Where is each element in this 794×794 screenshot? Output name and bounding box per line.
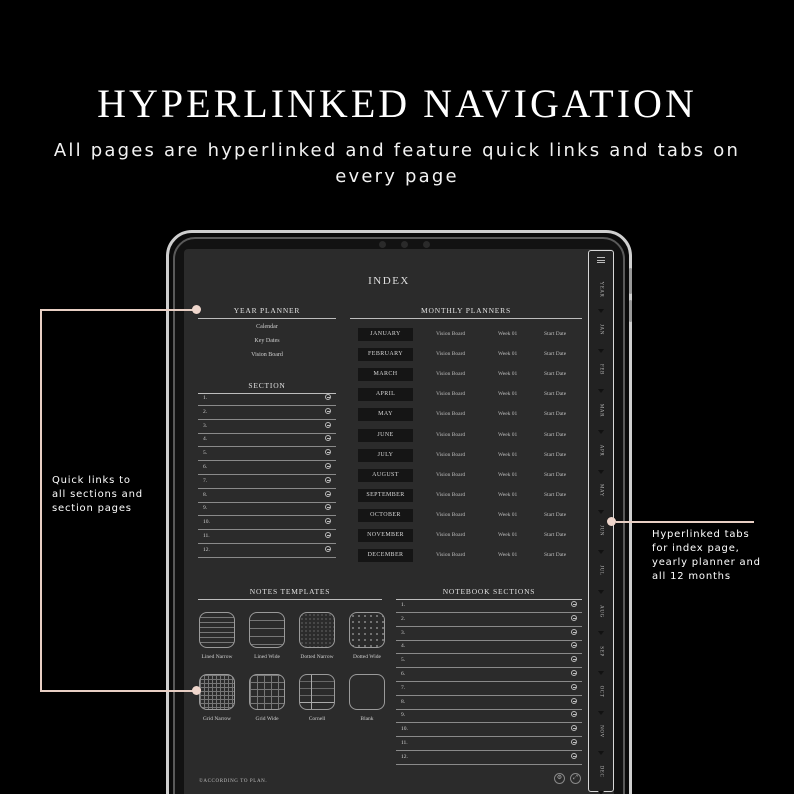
tab-label: JUL [598, 565, 604, 577]
tab-aug[interactable] [591, 595, 611, 633]
tab-jan[interactable] [591, 313, 611, 351]
week-link[interactable]: Week 01 [498, 451, 518, 458]
circle-minus-icon[interactable] [325, 394, 331, 400]
right-callout-line [616, 521, 754, 523]
section-heading: SECTION [198, 381, 336, 394]
section-row-number: 3. [203, 422, 208, 429]
notebook-section-row-number: 5. [401, 657, 406, 664]
tablet-side-button [629, 268, 632, 294]
week-link[interactable]: Week 01 [498, 431, 518, 438]
notebook-section-row[interactable] [396, 709, 582, 723]
tab-may[interactable] [591, 474, 611, 512]
month-button[interactable]: JULY [358, 449, 413, 462]
tab-year[interactable] [591, 273, 611, 311]
settings-icon[interactable]: ⚙ [554, 773, 565, 784]
month-row [358, 368, 582, 381]
circle-minus-icon[interactable] [571, 753, 577, 759]
template-label[interactable]: Lined Wide [254, 654, 280, 660]
notebook-section-row-number: 12. [401, 753, 408, 760]
template-thumbnail[interactable] [199, 674, 235, 710]
tab-label: MAY [598, 483, 604, 497]
start-date-link[interactable]: Start Date [544, 331, 567, 337]
start-date-link[interactable]: Start Date [544, 431, 567, 438]
week-link[interactable]: Week 01 [498, 391, 518, 398]
week-link[interactable]: Week 01 [498, 331, 518, 337]
template-thumbnail[interactable] [349, 674, 385, 710]
menu-icon[interactable] [597, 257, 605, 263]
tab-feb[interactable] [591, 353, 611, 391]
tab-label: YEAR [598, 281, 604, 298]
notebook-section-row[interactable] [396, 751, 582, 765]
section-row[interactable] [198, 420, 336, 434]
tab-jul[interactable] [591, 554, 611, 592]
vision-board-link[interactable]: Vision Board [436, 451, 466, 458]
month-row [358, 469, 582, 482]
vision-board-link[interactable]: Vision Board [436, 331, 466, 337]
month-button[interactable]: JANUARY [358, 328, 413, 341]
tab-label: SEP [598, 646, 604, 657]
circle-minus-icon[interactable] [571, 711, 577, 717]
left-callout-line [40, 309, 196, 311]
section-row[interactable] [198, 502, 336, 516]
right-callout-dot [607, 517, 616, 526]
year-planner-link[interactable]: Calendar [256, 324, 278, 330]
circle-minus-icon[interactable] [325, 449, 331, 455]
notebook-section-row[interactable] [396, 599, 582, 613]
start-date-link[interactable]: Start Date [544, 471, 567, 478]
template-label[interactable]: Cornell [308, 716, 326, 722]
notebook-section-row[interactable] [396, 613, 582, 627]
template-label[interactable]: Grid Wide [255, 716, 279, 722]
section-row-number: 7. [203, 477, 208, 484]
circle-minus-icon[interactable] [325, 463, 331, 469]
template-label[interactable]: Grid Narrow [202, 716, 232, 722]
year-planner-link[interactable]: Key Dates [254, 338, 280, 344]
start-date-link[interactable]: Start Date [544, 511, 567, 518]
section-row-number: 9. [203, 505, 208, 512]
notebook-section-row[interactable] [396, 668, 582, 682]
section-row[interactable] [198, 392, 336, 406]
notebook-section-row-number: 10. [401, 726, 408, 733]
left-callout-dot-bottom [192, 686, 201, 695]
tab-label: FEB [598, 364, 604, 376]
monthly-planners-heading: MONTHLY PLANNERS [350, 306, 582, 319]
year-planner-link[interactable]: Vision Board [251, 352, 283, 358]
month-row [358, 549, 582, 562]
week-link[interactable]: Week 01 [498, 491, 518, 498]
vision-board-link[interactable]: Vision Board [436, 351, 466, 358]
month-row [358, 408, 582, 421]
template-thumbnail[interactable] [349, 612, 385, 648]
section-row[interactable] [198, 475, 336, 489]
headline: HYPERLINKED NAVIGATION [97, 81, 697, 126]
section-row-number: 4. [203, 436, 208, 443]
notebook-section-row[interactable] [396, 654, 582, 668]
notebook-section-row[interactable] [396, 723, 582, 737]
start-date-link[interactable]: Start Date [544, 491, 567, 498]
section-row[interactable] [198, 530, 336, 544]
section-row[interactable] [198, 489, 336, 503]
notebook-section-row-number: 7. [401, 684, 406, 691]
camera-bar [365, 238, 445, 248]
month-row [358, 509, 582, 522]
notebook-section-row-number: 9. [401, 712, 406, 719]
left-callout-line [40, 690, 196, 692]
week-link[interactable]: Week 01 [498, 532, 518, 538]
notebook-sections-heading: NOTEBOOK SECTIONS [396, 587, 582, 600]
week-link[interactable]: Week 01 [498, 351, 518, 358]
month-button[interactable]: DECEMBER [358, 549, 413, 562]
section-row-number: 8. [203, 491, 208, 498]
subheadline: All pages are hyperlinked and feature quick links and tabs on every page [53, 140, 741, 187]
circle-minus-icon[interactable] [571, 615, 577, 621]
tab-label: APR [598, 444, 604, 457]
start-date-link[interactable]: Start Date [544, 411, 567, 418]
notebook-section-row[interactable] [396, 627, 582, 641]
circle-minus-icon[interactable] [325, 532, 331, 538]
week-link[interactable]: Week 01 [498, 511, 518, 518]
section-row[interactable] [198, 447, 336, 461]
month-button[interactable]: JUNE [358, 429, 413, 442]
month-row [358, 328, 582, 341]
month-button[interactable]: OCTOBER [358, 509, 413, 522]
tab-apr[interactable] [591, 434, 611, 472]
circle-minus-icon[interactable] [571, 670, 577, 676]
vision-board-link[interactable]: Vision Board [436, 371, 466, 378]
section-row-number: 6. [203, 464, 208, 470]
circle-minus-icon[interactable] [571, 642, 577, 648]
section-row[interactable] [198, 433, 336, 447]
tab-label: JUN [598, 525, 604, 537]
notes-templates-heading: NOTES TEMPLATES [198, 587, 382, 600]
month-button[interactable]: MAY [358, 408, 413, 421]
year-planner-heading[interactable]: YEAR PLANNER [198, 306, 336, 319]
index-title[interactable]: INDEX [368, 275, 410, 287]
week-link[interactable]: Week 01 [498, 471, 518, 478]
week-link[interactable]: Week 01 [498, 371, 518, 378]
start-date-link[interactable]: Start Date [544, 371, 567, 378]
month-button[interactable]: MARCH [358, 368, 413, 381]
template-label[interactable]: Blank [360, 716, 374, 722]
month-button[interactable]: AUGUST [358, 469, 413, 482]
left-callout-text: Quick links to all sections and section pages [52, 475, 143, 514]
circle-minus-icon[interactable] [571, 601, 577, 607]
tab-label: JAN [598, 324, 604, 336]
week-link[interactable]: Week 01 [498, 411, 518, 418]
footer-copyright: ©ACCORDING TO PLAN. [199, 779, 268, 784]
notebook-section-row[interactable] [396, 696, 582, 710]
month-button[interactable]: APRIL [358, 388, 413, 401]
template-label[interactable]: Dotted Wide [353, 654, 381, 660]
vision-board-link[interactable]: Vision Board [436, 471, 466, 478]
circle-minus-icon[interactable] [571, 656, 577, 662]
vision-board-link[interactable]: Vision Board [436, 491, 466, 498]
expand-icon[interactable]: ⤢ [570, 773, 581, 784]
month-row [358, 429, 582, 442]
tablet-side-button [629, 300, 632, 322]
notebook-section-row-number: 8. [401, 698, 406, 705]
template-thumbnail[interactable] [249, 674, 285, 710]
month-row [358, 529, 582, 542]
circle-minus-icon[interactable] [325, 477, 331, 483]
notebook-section-row-number: 11. [401, 740, 408, 746]
start-date-link[interactable]: Start Date [544, 451, 567, 458]
vision-board-link[interactable]: Vision Board [436, 391, 466, 398]
vision-board-link[interactable]: Vision Board [436, 511, 466, 518]
start-date-link[interactable]: Start Date [544, 351, 567, 358]
tab-mar[interactable] [591, 394, 611, 432]
section-row-number: 11. [203, 533, 210, 539]
circle-minus-icon[interactable] [325, 422, 331, 428]
section-row-number: 12. [203, 546, 210, 553]
week-link[interactable]: Week 01 [498, 552, 518, 559]
tab-oct[interactable] [591, 675, 611, 713]
month-row [358, 449, 582, 462]
template-thumbnail[interactable] [299, 674, 335, 710]
notebook-section-row-number: 1. [401, 602, 406, 608]
template-label[interactable]: Lined Narrow [201, 654, 233, 660]
vision-board-link[interactable]: Vision Board [436, 532, 466, 538]
tab-label: DEC [598, 765, 604, 778]
vision-board-link[interactable]: Vision Board [436, 431, 466, 438]
tab-label: NOV [598, 725, 604, 738]
month-row [358, 388, 582, 401]
month-row [358, 489, 582, 502]
month-button[interactable]: NOVEMBER [358, 529, 413, 542]
right-callout-text: Hyperlinked tabs for index page, yearly planner and all 12 months [652, 529, 761, 582]
notebook-section-row-number: 6. [401, 671, 406, 677]
month-button[interactable]: FEBRUARY [358, 348, 413, 361]
section-row[interactable] [198, 461, 336, 475]
month-button[interactable]: SEPTEMBER [358, 489, 413, 502]
circle-minus-icon[interactable] [325, 546, 331, 552]
template-label[interactable]: Dotted Narrow [300, 654, 334, 660]
section-row[interactable] [198, 516, 336, 530]
tab-label: MAR [598, 403, 604, 417]
left-callout-dot-top [192, 305, 201, 314]
circle-minus-icon[interactable] [571, 739, 577, 745]
circle-minus-icon[interactable] [571, 725, 577, 731]
circle-minus-icon[interactable] [325, 435, 331, 441]
notebook-section-row[interactable] [396, 737, 582, 751]
start-date-link[interactable]: Start Date [544, 391, 567, 398]
left-callout-line [40, 309, 42, 691]
section-row[interactable] [198, 406, 336, 420]
section-row-number: 5. [203, 450, 208, 457]
tab-label: OCT [598, 685, 604, 698]
month-row [358, 348, 582, 361]
notebook-section-row-number: 4. [401, 643, 406, 650]
notebook-section-row-number: 2. [401, 615, 406, 622]
circle-minus-icon[interactable] [325, 491, 331, 497]
tab-dec[interactable] [591, 755, 611, 793]
start-date-link[interactable]: Start Date [544, 552, 567, 559]
circle-minus-icon[interactable] [571, 698, 577, 704]
notebook-section-row-number: 3. [401, 629, 406, 636]
template-thumbnail[interactable] [299, 612, 335, 648]
circle-minus-icon[interactable] [571, 629, 577, 635]
template-thumbnail[interactable] [199, 612, 235, 648]
section-row-number: 10. [203, 519, 210, 526]
tab-label: AUG [598, 604, 604, 618]
tab-nov[interactable] [591, 715, 611, 753]
section-row[interactable] [198, 544, 336, 558]
section-row-number: 2. [203, 408, 208, 415]
section-row-number: 1. [203, 395, 208, 401]
start-date-link[interactable]: Start Date [544, 532, 567, 538]
vision-board-link[interactable]: Vision Board [436, 552, 466, 559]
tab-sep[interactable] [591, 635, 611, 673]
planner-screen [184, 249, 614, 794]
template-thumbnail[interactable] [249, 612, 285, 648]
vision-board-link[interactable]: Vision Board [436, 411, 466, 418]
circle-minus-icon[interactable] [325, 408, 331, 414]
circle-minus-icon[interactable] [325, 504, 331, 510]
notebook-section-row[interactable] [396, 682, 582, 696]
circle-minus-icon[interactable] [571, 684, 577, 690]
notebook-section-row[interactable] [396, 640, 582, 654]
circle-minus-icon[interactable] [325, 518, 331, 524]
